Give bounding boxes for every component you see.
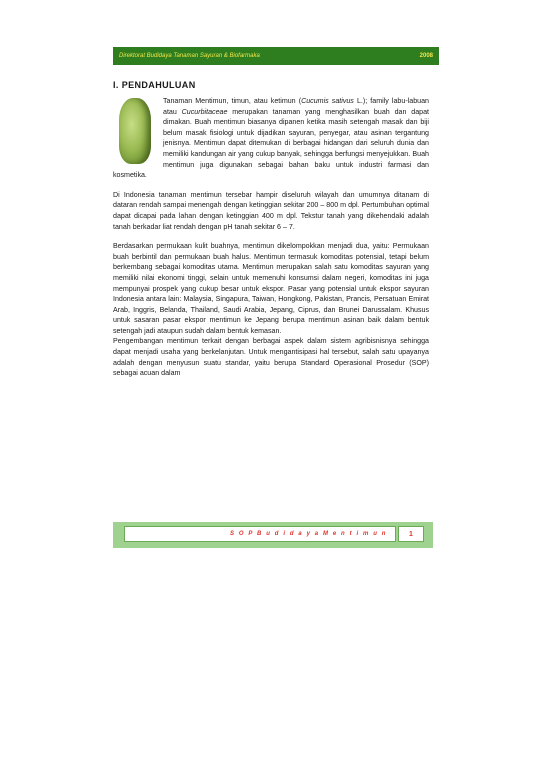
latin-name-cucurbitaceae: Cucurbitaceae [181, 107, 228, 116]
intro-text-b: L.); family labu-labuan atau [163, 97, 429, 116]
paragraph-intro [113, 96, 429, 181]
footer-title: S O P B u d i d a y a M e n t i m u n [124, 526, 396, 542]
paragraph-classification: Berdasarkan permukaan kulit buahnya, mentimun dikelompokkan menjadi dua, yaitu: Permukaan buah berbintil dan permukaan buah halus. Mentimun termasuk komoditas potensial, tetapi belum berkembang sebagai komoditas utama. Mentimun merupakan salah satu komoditas sayuran yang memiliki nilai ekonomi tinggi, selain untuk memenuhi konsumsi dalam negeri, komoditas ini juga mempunyai prospek yang cukup besar untuk ekspor. Pasar yang potensial untuk ekspor sayuran Indonesia antara lain: Malaysia, Singapura, Taiwan, Hongkong, Pakistan, Prancis, Persatuan Emirat Arab, Inggris, Belanda, Thailand, Saudi Arabia, Jepang, Ciprus, dan Brunei Darussalam. Khusus untuk sasaran pasar ekspor mentimun ke Jepang berupa mentimun asinan baik dalam bentuk setengah jadi ataupun sudah dalam bentuk kemasan. [113, 242, 429, 335]
latin-name-cucumis: Cucumis sativus [301, 97, 354, 105]
header-year: 2008 [419, 53, 433, 59]
document-body [113, 96, 429, 388]
intro-text-c: merupakan tanaman yang menghasilkan buah dan dapat dimakan. Buah mentimun biasanya dipanen ketika masih setengah masak dan biji belum masak fisiologi untuk dijadikan sayuran, penyegar, atau asinan tergantung jenisnya. Mentimun dapat ditemukan di berbagai hidangan dari seluruh dunia dan memiliki kandungan air yang cukup banyak, sehingga berfungsi menyejukkan. Buah mentimun juga digunakan sebagai bahan baku untuk industri farmasi dan kosmetika. [113, 107, 430, 180]
page-number: 1 [398, 526, 424, 542]
section-title: I. PENDAHULUAN [113, 80, 196, 90]
cucumber-photo-icon [119, 98, 151, 164]
header-title: Direktorat Budidaya Tanaman Sayuran & Biofarmaka [119, 53, 260, 59]
intro-text-a: Tanaman Mentimun, timun, atau ketimun ( [163, 97, 302, 105]
paragraph-distribution: Di Indonesia tanaman mentimun tersebar hampir diseluruh wilayah dan umumnya ditanam di dataran rendah sampai menengah dengan ketinggian sekitar 200 – 800 m dpl. Pertumbuhan optimal dapat dicapai pada lahan dengan ketinggian 400 m dpl. Tekstur tanah yang dikehendaki adalah tanah berkadar liat rendah dengan pH tanah sekitar 6 – 7. [113, 190, 429, 231]
paragraph-development: Pengembangan mentimun terkait dengan berbagai aspek dalam sistem agribisnisnya sehingga dapat menjadi usaha yang berkelanjutan. Untuk mengantisipasi hal tersebut, salah satu upayanya adalah dengan menyusun suatu standar, yaitu berupa Standard Operasional Prosedur (SOP) sebagai acuan dalam [113, 337, 429, 378]
document-header [113, 47, 439, 65]
